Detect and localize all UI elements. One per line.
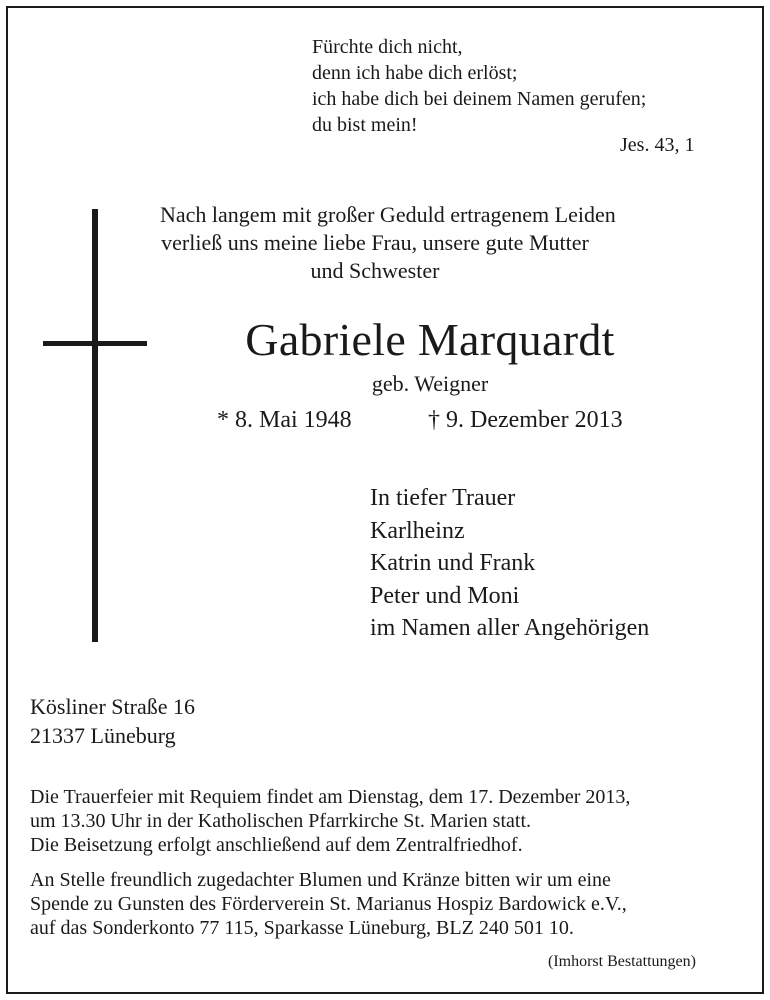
mourners-list (370, 482, 649, 645)
mourner-line: Karlheinz (370, 517, 465, 544)
donation-line: An Stelle freundlich zugedachter Blumen und Kränze bitten wir um eine (30, 869, 611, 891)
family-address (30, 692, 195, 750)
verse-line: du bist mein! (312, 114, 418, 136)
service-line: um 13.30 Uhr in der Katholischen Pfarrkirche St. Marien statt. (30, 810, 531, 832)
intro-line: Nach langem mit großer Geduld ertragenem Leiden (160, 202, 616, 227)
mourner-line: Peter und Moni (370, 582, 520, 609)
mourner-line: Katrin und Frank (370, 550, 536, 576)
bible-verse (312, 34, 646, 138)
address-city: 21337 Lüneburg (30, 723, 176, 748)
donation-line: auf das Sonderkonto 77 115, Sparkasse Lüneburg, BLZ 240 501 10. (30, 917, 574, 939)
verse-line: ich habe dich bei deinem Namen gerufen; (312, 88, 647, 110)
undertaker-credit: (Imhorst Bestattungen) (548, 953, 696, 970)
verse-line: denn ich habe dich erlöst; (312, 62, 518, 84)
intro-line: und Schwester (310, 258, 440, 283)
service-line: Die Trauerfeier mit Requiem findet am Dienstag, dem 17. Dezember 2013, (30, 786, 631, 808)
death-date: † 9. Dezember 2013 (428, 407, 623, 433)
cross-icon-bar (43, 341, 147, 346)
verse-line: Fürchte dich nicht, (312, 36, 463, 58)
mourner-line: im Namen aller Angehörigen (370, 615, 650, 641)
intro-line: verließ uns meine liebe Frau, unsere gute Mutter (161, 230, 589, 255)
address-street: Kösliner Straße 16 (30, 694, 195, 719)
donation-request (30, 868, 627, 940)
donation-line: Spende zu Gunsten des Förderverein St. Marianus Hospiz Bardowick e.V., (30, 893, 627, 915)
verse-reference: Jes. 43, 1 (620, 134, 695, 156)
birth-date: * 8. Mai 1948 (217, 407, 352, 433)
cross-icon (92, 209, 98, 642)
service-details (30, 785, 630, 857)
mourner-line: In tiefer Trauer (370, 485, 516, 511)
service-line: Die Beisetzung erfolgt anschließend auf dem Zentralfriedhof. (30, 834, 523, 856)
maiden-name: geb. Weigner (371, 371, 489, 396)
intro-text (160, 201, 616, 285)
deceased-name: Gabriele Marquardt (245, 314, 615, 365)
